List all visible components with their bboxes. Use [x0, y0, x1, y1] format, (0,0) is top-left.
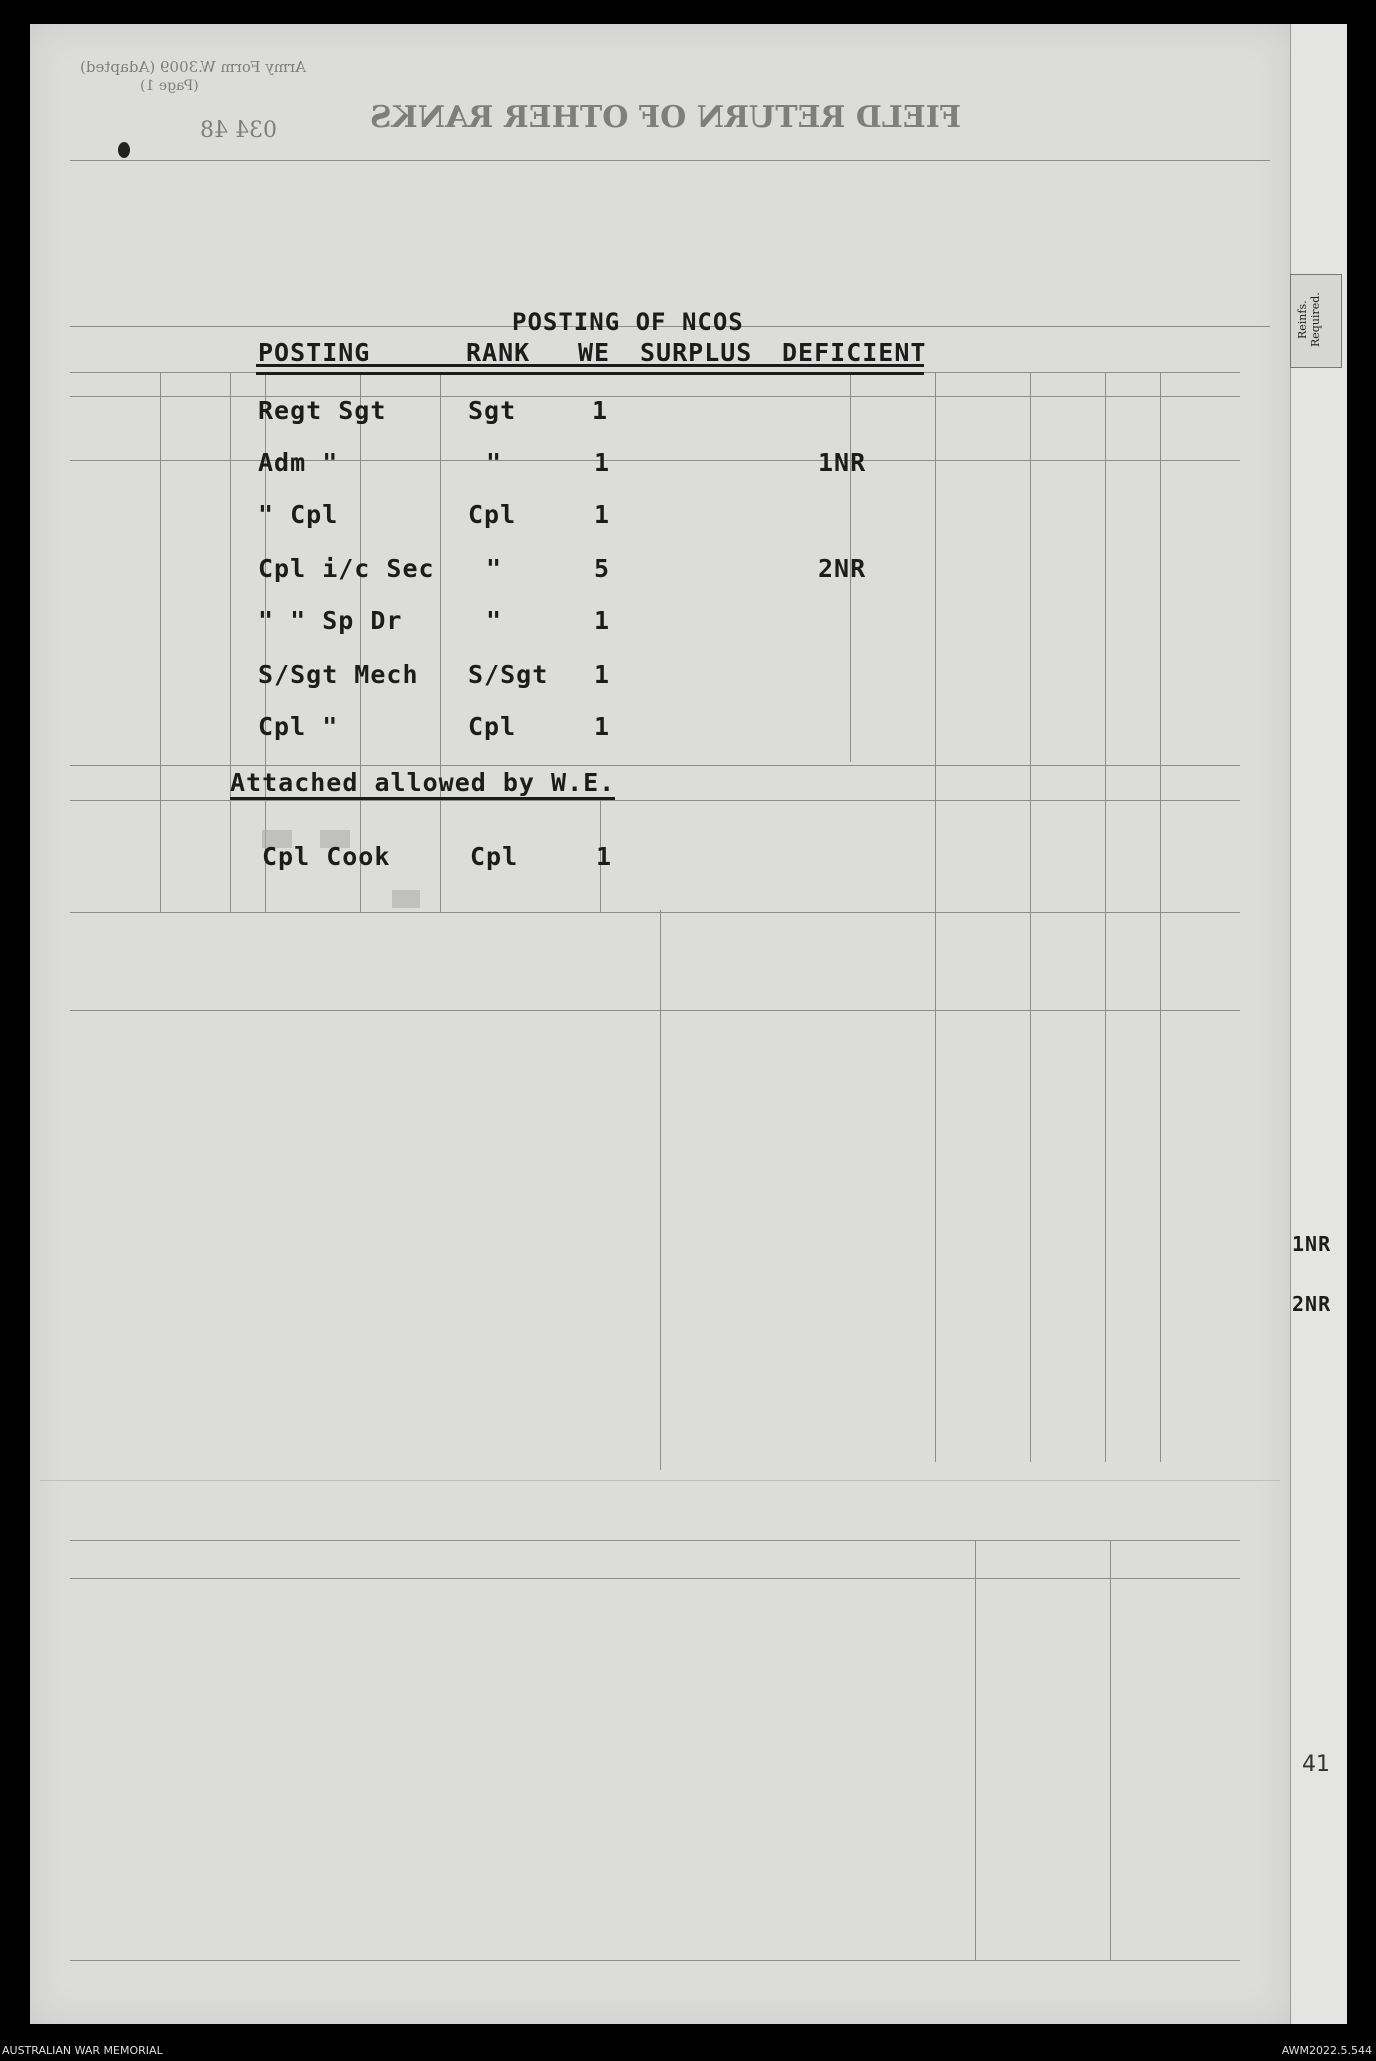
form-rule	[935, 372, 936, 1462]
form-rule	[70, 800, 1240, 801]
footer-reference: AWM2022.5.544	[1281, 2044, 1372, 2057]
row-we: 1	[594, 448, 611, 477]
row-rank: S/Sgt	[468, 660, 549, 689]
tab-label: Reinfs. Required.	[1296, 292, 1322, 348]
form-rule	[70, 1960, 1240, 1961]
row-rank: "	[486, 448, 503, 477]
form-rule	[1160, 372, 1161, 1462]
row-rank: Cpl	[468, 500, 517, 529]
row-deficient: 2NR	[818, 554, 867, 583]
mirrored-page-label: (Page 1)	[140, 78, 199, 94]
form-rule	[1110, 1540, 1111, 1960]
form-rule	[975, 1540, 976, 1960]
row-posting: " " Sp Dr	[258, 606, 403, 635]
column-rank: RANK	[466, 338, 531, 367]
mirrored-reference: 034 48	[200, 118, 277, 143]
form-rule	[40, 1480, 1280, 1481]
row-deficient: 1NR	[818, 448, 867, 477]
margin-note: 1NR	[1292, 1232, 1332, 1256]
row-we: 1	[594, 500, 611, 529]
form-rule	[70, 396, 1240, 397]
form-rule	[1030, 372, 1031, 1462]
row-posting: Cpl i/c Sec	[258, 554, 435, 583]
form-rule	[440, 372, 441, 912]
attached-heading: Attached allowed by W.E.	[230, 768, 615, 800]
form-rule	[70, 160, 1270, 161]
row-posting: Adm "	[258, 448, 339, 477]
footer-institution: AUSTRALIAN WAR MEMORIAL	[2, 2044, 163, 2057]
row-posting: S/Sgt Mech	[258, 660, 419, 689]
form-rule	[70, 765, 1240, 766]
attached-posting: Cpl Cook	[262, 842, 391, 871]
form-rule	[70, 460, 1240, 461]
row-rank: Cpl	[468, 712, 517, 741]
mirrored-form-title: FIELD RETURN OF OTHER RANKS	[370, 100, 962, 135]
form-rule	[70, 1010, 1240, 1011]
row-we: 1	[594, 606, 611, 635]
attached-rank: Cpl	[470, 842, 519, 871]
grey-stamp	[392, 890, 420, 908]
row-rank: "	[486, 554, 503, 583]
form-rule	[70, 1540, 1240, 1541]
row-posting: Regt Sgt	[258, 396, 387, 425]
form-rule	[70, 912, 1240, 913]
column-surplus: SURPLUS	[640, 338, 753, 367]
posting-heading: POSTING OF NCOS	[512, 308, 744, 336]
form-rule	[230, 372, 231, 912]
column-posting: POSTING	[258, 338, 371, 367]
column-deficient: DEFICIENT	[782, 338, 927, 367]
row-we: 1	[592, 396, 609, 425]
form-rule	[1105, 372, 1106, 1462]
margin-note: 2NR	[1292, 1292, 1332, 1316]
attached-we: 1	[596, 842, 613, 871]
row-posting: Cpl "	[258, 712, 339, 741]
row-we: 1	[594, 660, 611, 689]
row-rank: "	[486, 606, 503, 635]
row-posting: " Cpl	[258, 500, 339, 529]
header-underline-bottom	[256, 372, 924, 375]
form-rule	[660, 910, 661, 1470]
column-we: WE	[578, 338, 611, 367]
form-rule	[70, 1578, 1240, 1579]
row-rank: Sgt	[468, 396, 517, 425]
row-we: 1	[594, 712, 611, 741]
form-rule	[360, 372, 361, 912]
page-number: 41	[1302, 1752, 1330, 1777]
ink-spot	[118, 142, 130, 158]
form-rule	[160, 372, 161, 912]
row-we: 5	[594, 554, 611, 583]
mirrored-army-form-label: Army Form W.3009 (Adapted)	[80, 58, 306, 76]
